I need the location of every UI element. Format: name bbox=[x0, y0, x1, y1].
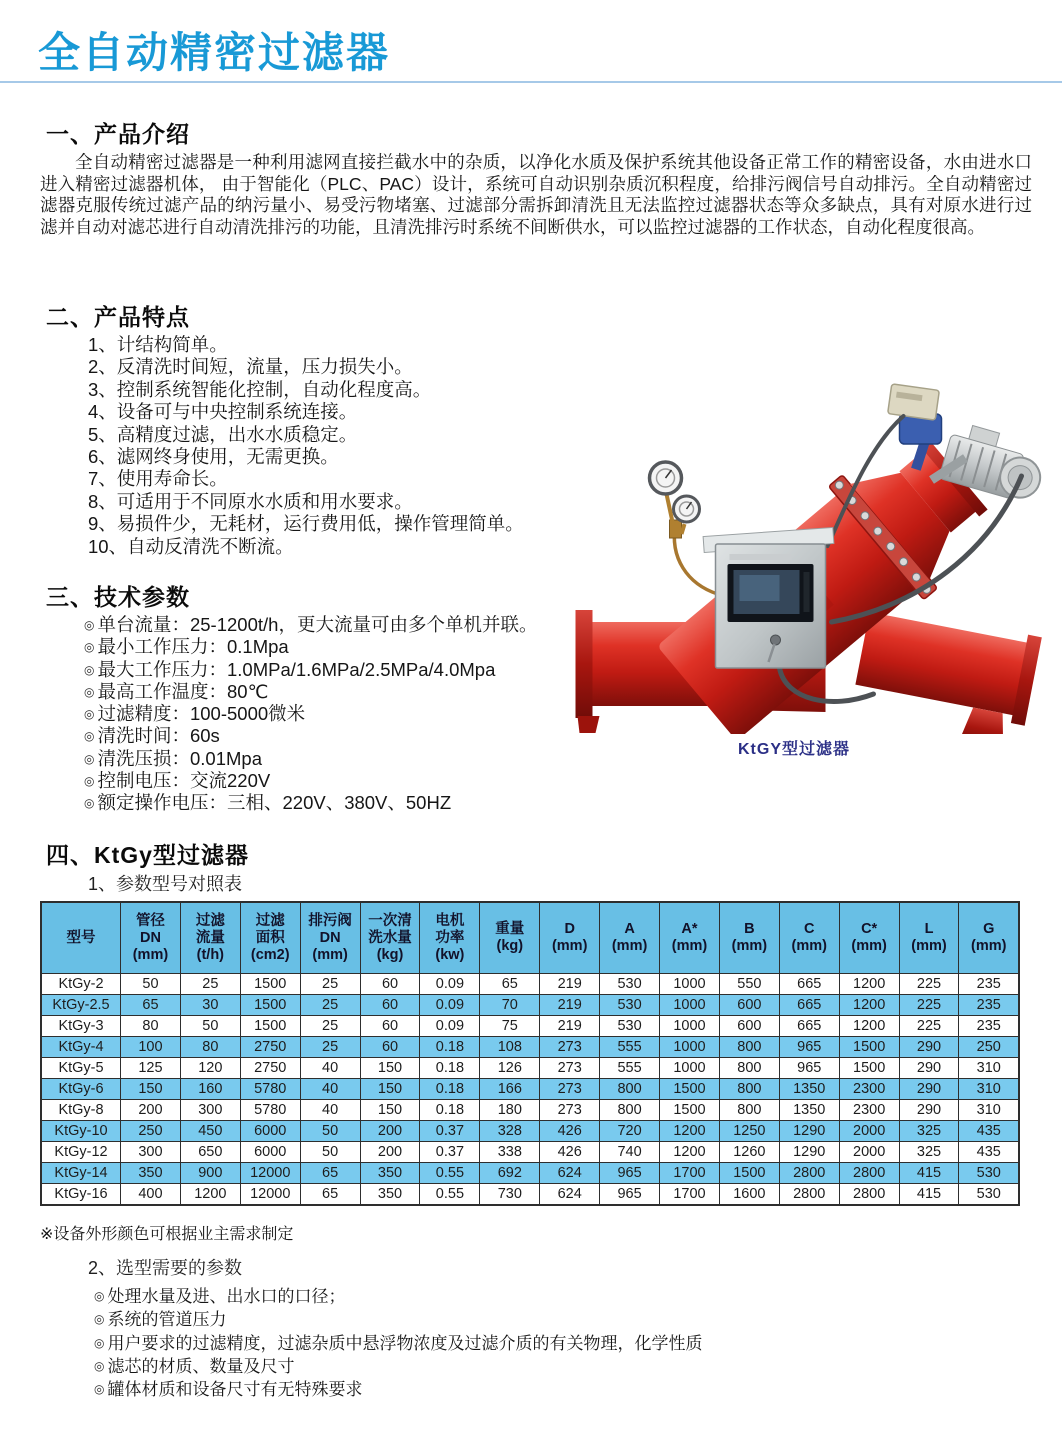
spec-table-cell: KtGy-4 bbox=[41, 1037, 121, 1058]
table-note: ※设备外形颜色可根据业主需求制定 bbox=[40, 1226, 294, 1243]
spec-item bbox=[84, 659, 537, 681]
spec-table-cell: 300 bbox=[121, 1142, 181, 1163]
table-row bbox=[41, 1121, 1019, 1142]
spec-table-cell: 65 bbox=[121, 995, 181, 1016]
spec-table-cell: 120 bbox=[180, 1058, 240, 1079]
spec-table-header-cell: 管径 DN (mm) bbox=[121, 902, 181, 974]
spec-table-cell: 400 bbox=[121, 1184, 181, 1206]
table-row bbox=[41, 995, 1019, 1016]
ring-bullet-icon: ◎ bbox=[94, 1335, 105, 1350]
spec-table-cell: 12000 bbox=[240, 1184, 300, 1206]
spec-table-cell: 1200 bbox=[839, 995, 899, 1016]
spec-table-cell: 624 bbox=[540, 1163, 600, 1184]
spec-table-cell: 65 bbox=[300, 1163, 360, 1184]
selection-item-text: 系统的管道压力 bbox=[107, 1310, 227, 1330]
spec-table-cell: 235 bbox=[959, 995, 1019, 1016]
spec-table-cell: KtGy-3 bbox=[41, 1016, 121, 1037]
spec-table-cell: 310 bbox=[959, 1079, 1019, 1100]
spec-table-cell: 219 bbox=[540, 995, 600, 1016]
feature-item bbox=[88, 401, 524, 423]
spec-table-cell: 0.18 bbox=[420, 1037, 480, 1058]
spec-table-cell: 415 bbox=[899, 1184, 959, 1206]
spec-table-cell: 530 bbox=[600, 974, 660, 995]
spec-item bbox=[84, 748, 537, 770]
spec-table-cell: 1000 bbox=[660, 974, 720, 995]
spec-table-cell: 1200 bbox=[660, 1142, 720, 1163]
spec-table-cell: 1500 bbox=[660, 1100, 720, 1121]
spec-table-cell: KtGy-2 bbox=[41, 974, 121, 995]
spec-table-cell: 1600 bbox=[719, 1184, 779, 1206]
spec-table-cell: 1200 bbox=[180, 1184, 240, 1206]
spec-table-cell: 740 bbox=[600, 1142, 660, 1163]
spec-table-cell: 1290 bbox=[779, 1121, 839, 1142]
spec-table-cell: 435 bbox=[959, 1142, 1019, 1163]
spec-table-cell: 1260 bbox=[719, 1142, 779, 1163]
spec-table-cell: 800 bbox=[719, 1079, 779, 1100]
spec-table-header-cell: 过滤 面积 (cm2) bbox=[240, 902, 300, 974]
ring-bullet-icon: ◎ bbox=[94, 1289, 105, 1303]
spec-table-header-cell: G (mm) bbox=[959, 902, 1019, 974]
spec-table-cell: 6000 bbox=[240, 1121, 300, 1142]
selection-item-text: 用户要求的过滤精度，过滤杂质中悬浮物浓度及过滤介质的有关物理，化学性质 bbox=[107, 1333, 703, 1353]
spec-table-cell: 965 bbox=[600, 1184, 660, 1206]
spec-table-cell: 1500 bbox=[240, 974, 300, 995]
spec-table-cell: 273 bbox=[540, 1079, 600, 1100]
spec-table-cell: 180 bbox=[480, 1100, 540, 1121]
spec-table-cell: 310 bbox=[959, 1100, 1019, 1121]
ring-bullet-icon: ◎ bbox=[84, 707, 95, 722]
feature-item-text: 7、使用寿命长。 bbox=[88, 468, 228, 490]
spec-table-cell: 125 bbox=[121, 1058, 181, 1079]
ring-bullet-icon: ◎ bbox=[84, 729, 95, 744]
feature-item bbox=[88, 334, 524, 356]
spec-table-cell: 1200 bbox=[839, 974, 899, 995]
spec-table-cell: 730 bbox=[480, 1184, 540, 1206]
spec-table-cell: 0.37 bbox=[420, 1142, 480, 1163]
selection-item bbox=[94, 1378, 702, 1401]
spec-item bbox=[84, 681, 537, 703]
section-heading-intro: 一、产品介绍 bbox=[46, 121, 190, 147]
spec-table-cell: 60 bbox=[360, 1016, 420, 1037]
spec-table-cell: 350 bbox=[360, 1184, 420, 1206]
pressure-gauges bbox=[650, 462, 718, 594]
spec-table-cell: 1000 bbox=[660, 1058, 720, 1079]
spec-table-cell: 555 bbox=[600, 1058, 660, 1079]
spec-table-cell: 65 bbox=[300, 1184, 360, 1206]
features-list bbox=[88, 334, 524, 558]
intro-paragraph: 全自动精密过滤器是一种利用滤网直接拦截水中的杂质，以净化水质及保护系统其他设备正常工作的精密设备，水由进水口进入精密过滤器机体， 由于智能化（PLC、PAC）设计，系统可自动识别杂质沉积程度，给排污阀信号自动排污。全自动精密过滤器克服传统过滤产品的纳污量小、易受污物堵塞、过滤部分需拆卸清洗且无法监控过滤器状态等众多缺点，具有对原水进行过滤并自动对滤芯进行自动清洗排污的功能，且清洗排污时系统不间断供水，可以监控过滤器的工作状态，自动化程度很高。 bbox=[40, 152, 1032, 237]
spec-table-header-cell: 电机 功率 (kw) bbox=[420, 902, 480, 974]
spec-table-cell: 150 bbox=[360, 1079, 420, 1100]
spec-table-cell: KtGy-12 bbox=[41, 1142, 121, 1163]
spec-table-cell: 50 bbox=[300, 1121, 360, 1142]
table-title: 1、参数型号对照表 bbox=[88, 874, 243, 894]
spec-table-cell: 0.18 bbox=[420, 1058, 480, 1079]
spec-table-cell: 1500 bbox=[240, 995, 300, 1016]
spec-item bbox=[84, 725, 537, 747]
feature-item-text: 2、反清洗时间短，流量，压力损失小。 bbox=[88, 356, 413, 378]
spec-table-cell: 290 bbox=[899, 1058, 959, 1079]
spec-item-text: 清洗压损：0.01Mpa bbox=[97, 747, 262, 769]
feature-item-text: 6、滤网终身使用，无需更换。 bbox=[88, 446, 339, 468]
spec-table-cell: 600 bbox=[719, 1016, 779, 1037]
spec-table-header-cell: 重量 (kg) bbox=[480, 902, 540, 974]
spec-table-cell: 415 bbox=[899, 1163, 959, 1184]
spec-table-cell: 0.37 bbox=[420, 1121, 480, 1142]
table-row bbox=[41, 1016, 1019, 1037]
feature-item bbox=[88, 446, 524, 468]
spec-table-cell: KtGy-8 bbox=[41, 1100, 121, 1121]
section-heading-features: 二、产品特点 bbox=[46, 304, 190, 330]
spec-table-cell: 225 bbox=[899, 1016, 959, 1037]
spec-table-cell: 1500 bbox=[839, 1037, 899, 1058]
ring-bullet-icon: ◎ bbox=[84, 751, 95, 766]
section-heading-specs: 三、技术参数 bbox=[46, 584, 190, 610]
spec-item bbox=[84, 636, 537, 658]
spec-table-cell: 200 bbox=[360, 1142, 420, 1163]
spec-table-cell: 100 bbox=[121, 1037, 181, 1058]
spec-table-cell: 30 bbox=[180, 995, 240, 1016]
spec-table-cell: 108 bbox=[480, 1037, 540, 1058]
image-caption: KtGY型过滤器 bbox=[737, 741, 850, 758]
spec-table-cell: 800 bbox=[600, 1079, 660, 1100]
spec-table-cell: 0.55 bbox=[420, 1163, 480, 1184]
spec-table-header-cell: D (mm) bbox=[540, 902, 600, 974]
spec-table-cell: 0.55 bbox=[420, 1184, 480, 1206]
spec-item bbox=[84, 792, 537, 814]
spec-table-header-cell: A (mm) bbox=[600, 902, 660, 974]
ring-bullet-icon: ◎ bbox=[94, 1312, 105, 1327]
spec-table-cell: 965 bbox=[600, 1163, 660, 1184]
table-row bbox=[41, 1100, 1019, 1121]
spec-table-cell: 50 bbox=[300, 1142, 360, 1163]
table-row bbox=[41, 1163, 1019, 1184]
spec-table-cell: 25 bbox=[300, 1037, 360, 1058]
spec-table-cell: 0.18 bbox=[420, 1100, 480, 1121]
spec-table-cell: 665 bbox=[779, 974, 839, 995]
spec-table-cell: 50 bbox=[180, 1016, 240, 1037]
spec-item-text: 最高工作温度：80℃ bbox=[97, 680, 269, 702]
spec-table-cell: KtGy-6 bbox=[41, 1079, 121, 1100]
spec-table-cell: KtGy-2.5 bbox=[41, 995, 121, 1016]
spec-table-cell: 219 bbox=[540, 1016, 600, 1037]
spec-table-cell: 665 bbox=[779, 1016, 839, 1037]
selection-item bbox=[94, 1285, 702, 1308]
spec-table-body bbox=[41, 974, 1019, 1206]
spec-table-cell: 1290 bbox=[779, 1142, 839, 1163]
selection-item bbox=[94, 1332, 702, 1355]
spec-table-cell: 150 bbox=[121, 1079, 181, 1100]
spec-table-cell: 1200 bbox=[660, 1121, 720, 1142]
feature-item-text: 4、设备可与中央控制系统连接。 bbox=[88, 401, 358, 423]
selection-item-text: 处理水量及进、出水口的口径； bbox=[107, 1287, 346, 1306]
spec-table-cell: 1700 bbox=[660, 1163, 720, 1184]
spec-table-cell: 325 bbox=[899, 1142, 959, 1163]
table-row bbox=[41, 1037, 1019, 1058]
ring-bullet-icon: ◎ bbox=[84, 640, 95, 655]
feature-item bbox=[88, 468, 524, 490]
spec-table-header-cell: 过滤 流量 (t/h) bbox=[180, 902, 240, 974]
spec-table-cell: 60 bbox=[360, 995, 420, 1016]
spec-table-cell: 650 bbox=[180, 1142, 240, 1163]
spec-table-cell: 65 bbox=[480, 974, 540, 995]
spec-table-cell: 2000 bbox=[839, 1142, 899, 1163]
spec-table-cell: 50 bbox=[121, 974, 181, 995]
spec-table-cell: 426 bbox=[540, 1121, 600, 1142]
spec-table-cell: 1500 bbox=[719, 1163, 779, 1184]
feature-item-text: 1、计结构简单。 bbox=[88, 334, 228, 355]
feature-item bbox=[88, 491, 524, 513]
spec-table-header-cell: C* (mm) bbox=[839, 902, 899, 974]
feature-item bbox=[88, 424, 524, 446]
spec-table-cell: 25 bbox=[300, 1016, 360, 1037]
spec-table-cell: 25 bbox=[180, 974, 240, 995]
spec-table-cell: 426 bbox=[540, 1142, 600, 1163]
table-row bbox=[41, 1184, 1019, 1206]
spec-item-text: 过滤精度：100-5000微米 bbox=[97, 703, 306, 725]
spec-item bbox=[84, 614, 537, 636]
spec-table-cell: KtGy-16 bbox=[41, 1184, 121, 1206]
spec-item-text: 控制电压：交流220V bbox=[97, 770, 271, 792]
spec-table-cell: 350 bbox=[360, 1163, 420, 1184]
spec-table-cell: 273 bbox=[540, 1100, 600, 1121]
ring-bullet-icon: ◎ bbox=[84, 796, 95, 811]
spec-table-cell: 2800 bbox=[779, 1163, 839, 1184]
spec-table-cell: 2800 bbox=[839, 1163, 899, 1184]
spec-table-cell: 338 bbox=[480, 1142, 540, 1163]
spec-table-cell: 126 bbox=[480, 1058, 540, 1079]
feature-item bbox=[88, 536, 524, 558]
spec-table-cell: 300 bbox=[180, 1100, 240, 1121]
selection-list bbox=[94, 1285, 702, 1401]
spec-table-cell: 624 bbox=[540, 1184, 600, 1206]
spec-table-cell: 2750 bbox=[240, 1037, 300, 1058]
spec-table-cell: 40 bbox=[300, 1100, 360, 1121]
spec-table-cell: 1500 bbox=[839, 1058, 899, 1079]
spec-table-cell: 70 bbox=[480, 995, 540, 1016]
spec-table-cell: 800 bbox=[719, 1058, 779, 1079]
spec-table-cell: 225 bbox=[899, 974, 959, 995]
spec-table-cell: 5780 bbox=[240, 1100, 300, 1121]
spec-table-cell: 530 bbox=[600, 995, 660, 1016]
spec-table-cell: 2300 bbox=[839, 1100, 899, 1121]
spec-table-cell: 0.09 bbox=[420, 995, 480, 1016]
spec-table-cell: 2750 bbox=[240, 1058, 300, 1079]
ring-bullet-icon: ◎ bbox=[84, 662, 95, 677]
feature-item bbox=[88, 513, 524, 535]
spec-table-cell: KtGy-5 bbox=[41, 1058, 121, 1079]
spec-table-cell: 665 bbox=[779, 995, 839, 1016]
feature-item-text: 3、控制系统智能化控制，自动化程度高。 bbox=[88, 378, 432, 400]
selection-item-text: 滤芯的材质、数量及尺寸 bbox=[107, 1356, 295, 1376]
spec-table-cell: 310 bbox=[959, 1058, 1019, 1079]
spec-table-cell: 273 bbox=[540, 1058, 600, 1079]
spec-table-cell: 1350 bbox=[779, 1100, 839, 1121]
table-header-row bbox=[41, 902, 1019, 974]
spec-table-cell: 80 bbox=[121, 1016, 181, 1037]
feature-item-text: 9、易损件少，无耗材，运行费用低，操作管理简单。 bbox=[88, 513, 524, 535]
spec-table-cell: 250 bbox=[121, 1121, 181, 1142]
spec-table-cell: 219 bbox=[540, 974, 600, 995]
spec-table-cell: 435 bbox=[959, 1121, 1019, 1142]
spec-table-cell: 1350 bbox=[779, 1079, 839, 1100]
spec-table-cell: 0.18 bbox=[420, 1079, 480, 1100]
spec-table-cell: 720 bbox=[600, 1121, 660, 1142]
spec-table-cell: 25 bbox=[300, 974, 360, 995]
spec-table-cell: 75 bbox=[480, 1016, 540, 1037]
spec-table-cell: 25 bbox=[300, 995, 360, 1016]
spec-table-header-cell: A* (mm) bbox=[660, 902, 720, 974]
spec-table-cell: 1000 bbox=[660, 1037, 720, 1058]
feature-item-text: 8、可适用于不同原水水质和用水要求。 bbox=[88, 490, 413, 512]
spec-table-cell: 235 bbox=[959, 974, 1019, 995]
spec-table-cell: 530 bbox=[959, 1163, 1019, 1184]
section-heading-model: 四、KtGy型过滤器 bbox=[46, 842, 249, 868]
table-row bbox=[41, 974, 1019, 995]
spec-table-cell: 290 bbox=[899, 1037, 959, 1058]
spec-table-cell: 1000 bbox=[660, 1016, 720, 1037]
spec-table-cell: 1000 bbox=[660, 995, 720, 1016]
spec-item-text: 最小工作压力：0.1Mpa bbox=[97, 636, 289, 658]
spec-table-cell: 900 bbox=[180, 1163, 240, 1184]
feature-item-text: 10、自动反清洗不断流。 bbox=[88, 535, 294, 557]
spec-table-cell: 2300 bbox=[839, 1079, 899, 1100]
selection-heading: 2、选型需要的参数 bbox=[88, 1258, 243, 1278]
spec-table-cell: 250 bbox=[959, 1037, 1019, 1058]
spec-table-cell: 273 bbox=[540, 1037, 600, 1058]
spec-table-cell: 1250 bbox=[719, 1121, 779, 1142]
spec-table-cell: 1500 bbox=[240, 1016, 300, 1037]
spec-table-cell: 12000 bbox=[240, 1163, 300, 1184]
spec-table-cell: 290 bbox=[899, 1100, 959, 1121]
solenoid-box bbox=[888, 384, 940, 420]
spec-table-cell: 530 bbox=[600, 1016, 660, 1037]
spec-table-cell: 0.09 bbox=[420, 974, 480, 995]
spec-item bbox=[84, 703, 537, 725]
spec-table-cell: 2800 bbox=[779, 1184, 839, 1206]
ring-bullet-icon: ◎ bbox=[94, 1382, 105, 1397]
selection-item-text: 罐体材质和设备尺寸有无特殊要求 bbox=[107, 1380, 363, 1400]
spec-table-cell: 5780 bbox=[240, 1079, 300, 1100]
spec-table-cell: 800 bbox=[719, 1100, 779, 1121]
spec-table-header-cell: C (mm) bbox=[779, 902, 839, 974]
spec-table-cell: 350 bbox=[121, 1163, 181, 1184]
spec-table bbox=[40, 901, 1020, 1206]
spec-table-cell: 225 bbox=[899, 995, 959, 1016]
spec-table-cell: 60 bbox=[360, 974, 420, 995]
spec-table-header-cell: B (mm) bbox=[719, 902, 779, 974]
ring-bullet-icon: ◎ bbox=[84, 774, 95, 789]
spec-table-cell: 965 bbox=[779, 1037, 839, 1058]
spec-table-cell: 200 bbox=[360, 1121, 420, 1142]
spec-table-cell: KtGy-14 bbox=[41, 1163, 121, 1184]
spec-table-cell: 200 bbox=[121, 1100, 181, 1121]
spec-table-cell: 60 bbox=[360, 1037, 420, 1058]
spec-table-cell: 290 bbox=[899, 1079, 959, 1100]
specs-list bbox=[84, 614, 537, 815]
spec-table-cell: 2800 bbox=[839, 1184, 899, 1206]
spec-item-text: 单台流量：25-1200t/h，更大流量可由多个单机并联。 bbox=[97, 614, 538, 635]
spec-table-cell: 160 bbox=[180, 1079, 240, 1100]
table-row bbox=[41, 1142, 1019, 1163]
spec-table-cell: 150 bbox=[360, 1058, 420, 1079]
spec-table-cell: 328 bbox=[480, 1121, 540, 1142]
spec-table-cell: 800 bbox=[719, 1037, 779, 1058]
spec-table-cell: 150 bbox=[360, 1100, 420, 1121]
feature-item bbox=[88, 379, 524, 401]
feature-item bbox=[88, 356, 524, 378]
ring-bullet-icon: ◎ bbox=[84, 618, 95, 632]
spec-table-header-cell: L (mm) bbox=[899, 902, 959, 974]
spec-table-cell: 530 bbox=[959, 1184, 1019, 1206]
feature-item-text: 5、高精度过滤，出水水质稳定。 bbox=[88, 423, 358, 445]
spec-table-cell: 80 bbox=[180, 1037, 240, 1058]
outlet-pipe bbox=[848, 604, 1042, 734]
selection-item bbox=[94, 1355, 702, 1378]
spec-table-cell: 0.09 bbox=[420, 1016, 480, 1037]
spec-item bbox=[84, 770, 537, 792]
spec-table-cell: 40 bbox=[300, 1079, 360, 1100]
spec-table-cell: 40 bbox=[300, 1058, 360, 1079]
spec-table-header-cell: 型号 bbox=[41, 902, 121, 974]
spec-table-cell: 1700 bbox=[660, 1184, 720, 1206]
spec-table-cell: 1500 bbox=[660, 1079, 720, 1100]
control-panel bbox=[703, 527, 834, 668]
filter-product-image bbox=[568, 382, 1056, 734]
spec-table-cell: 800 bbox=[600, 1100, 660, 1121]
ring-bullet-icon: ◎ bbox=[94, 1358, 105, 1373]
spec-table-cell: 235 bbox=[959, 1016, 1019, 1037]
spec-table-cell: 166 bbox=[480, 1079, 540, 1100]
title-divider bbox=[0, 81, 1062, 83]
spec-table-cell: 1200 bbox=[839, 1016, 899, 1037]
spec-item-text: 额定操作电压：三相、220V、380V、50HZ bbox=[97, 792, 452, 814]
page-title: 全自动精密过滤器 bbox=[38, 29, 391, 76]
spec-item-text: 最大工作压力：1.0MPa/1.6MPa/2.5MPa/4.0Mpa bbox=[97, 658, 496, 680]
spec-table-cell: 2000 bbox=[839, 1121, 899, 1142]
spec-table-cell: 965 bbox=[779, 1058, 839, 1079]
selection-item bbox=[94, 1308, 702, 1331]
spec-item-text: 清洗时间：60s bbox=[97, 725, 220, 747]
spec-table-header-cell: 排污阀 DN (mm) bbox=[300, 902, 360, 974]
ring-bullet-icon: ◎ bbox=[84, 684, 95, 699]
spec-table-cell: 600 bbox=[719, 995, 779, 1016]
spec-table-cell: 692 bbox=[480, 1163, 540, 1184]
spec-table-cell: 6000 bbox=[240, 1142, 300, 1163]
spec-table-cell: KtGy-10 bbox=[41, 1121, 121, 1142]
spec-table-header-cell: 一次清 洗水量 (kg) bbox=[360, 902, 420, 974]
table-row bbox=[41, 1058, 1019, 1079]
table-row bbox=[41, 1079, 1019, 1100]
spec-table-cell: 450 bbox=[180, 1121, 240, 1142]
spec-table-cell: 555 bbox=[600, 1037, 660, 1058]
spec-table-cell: 550 bbox=[719, 974, 779, 995]
spec-table-cell: 325 bbox=[899, 1121, 959, 1142]
spec-table-head bbox=[41, 902, 1019, 974]
